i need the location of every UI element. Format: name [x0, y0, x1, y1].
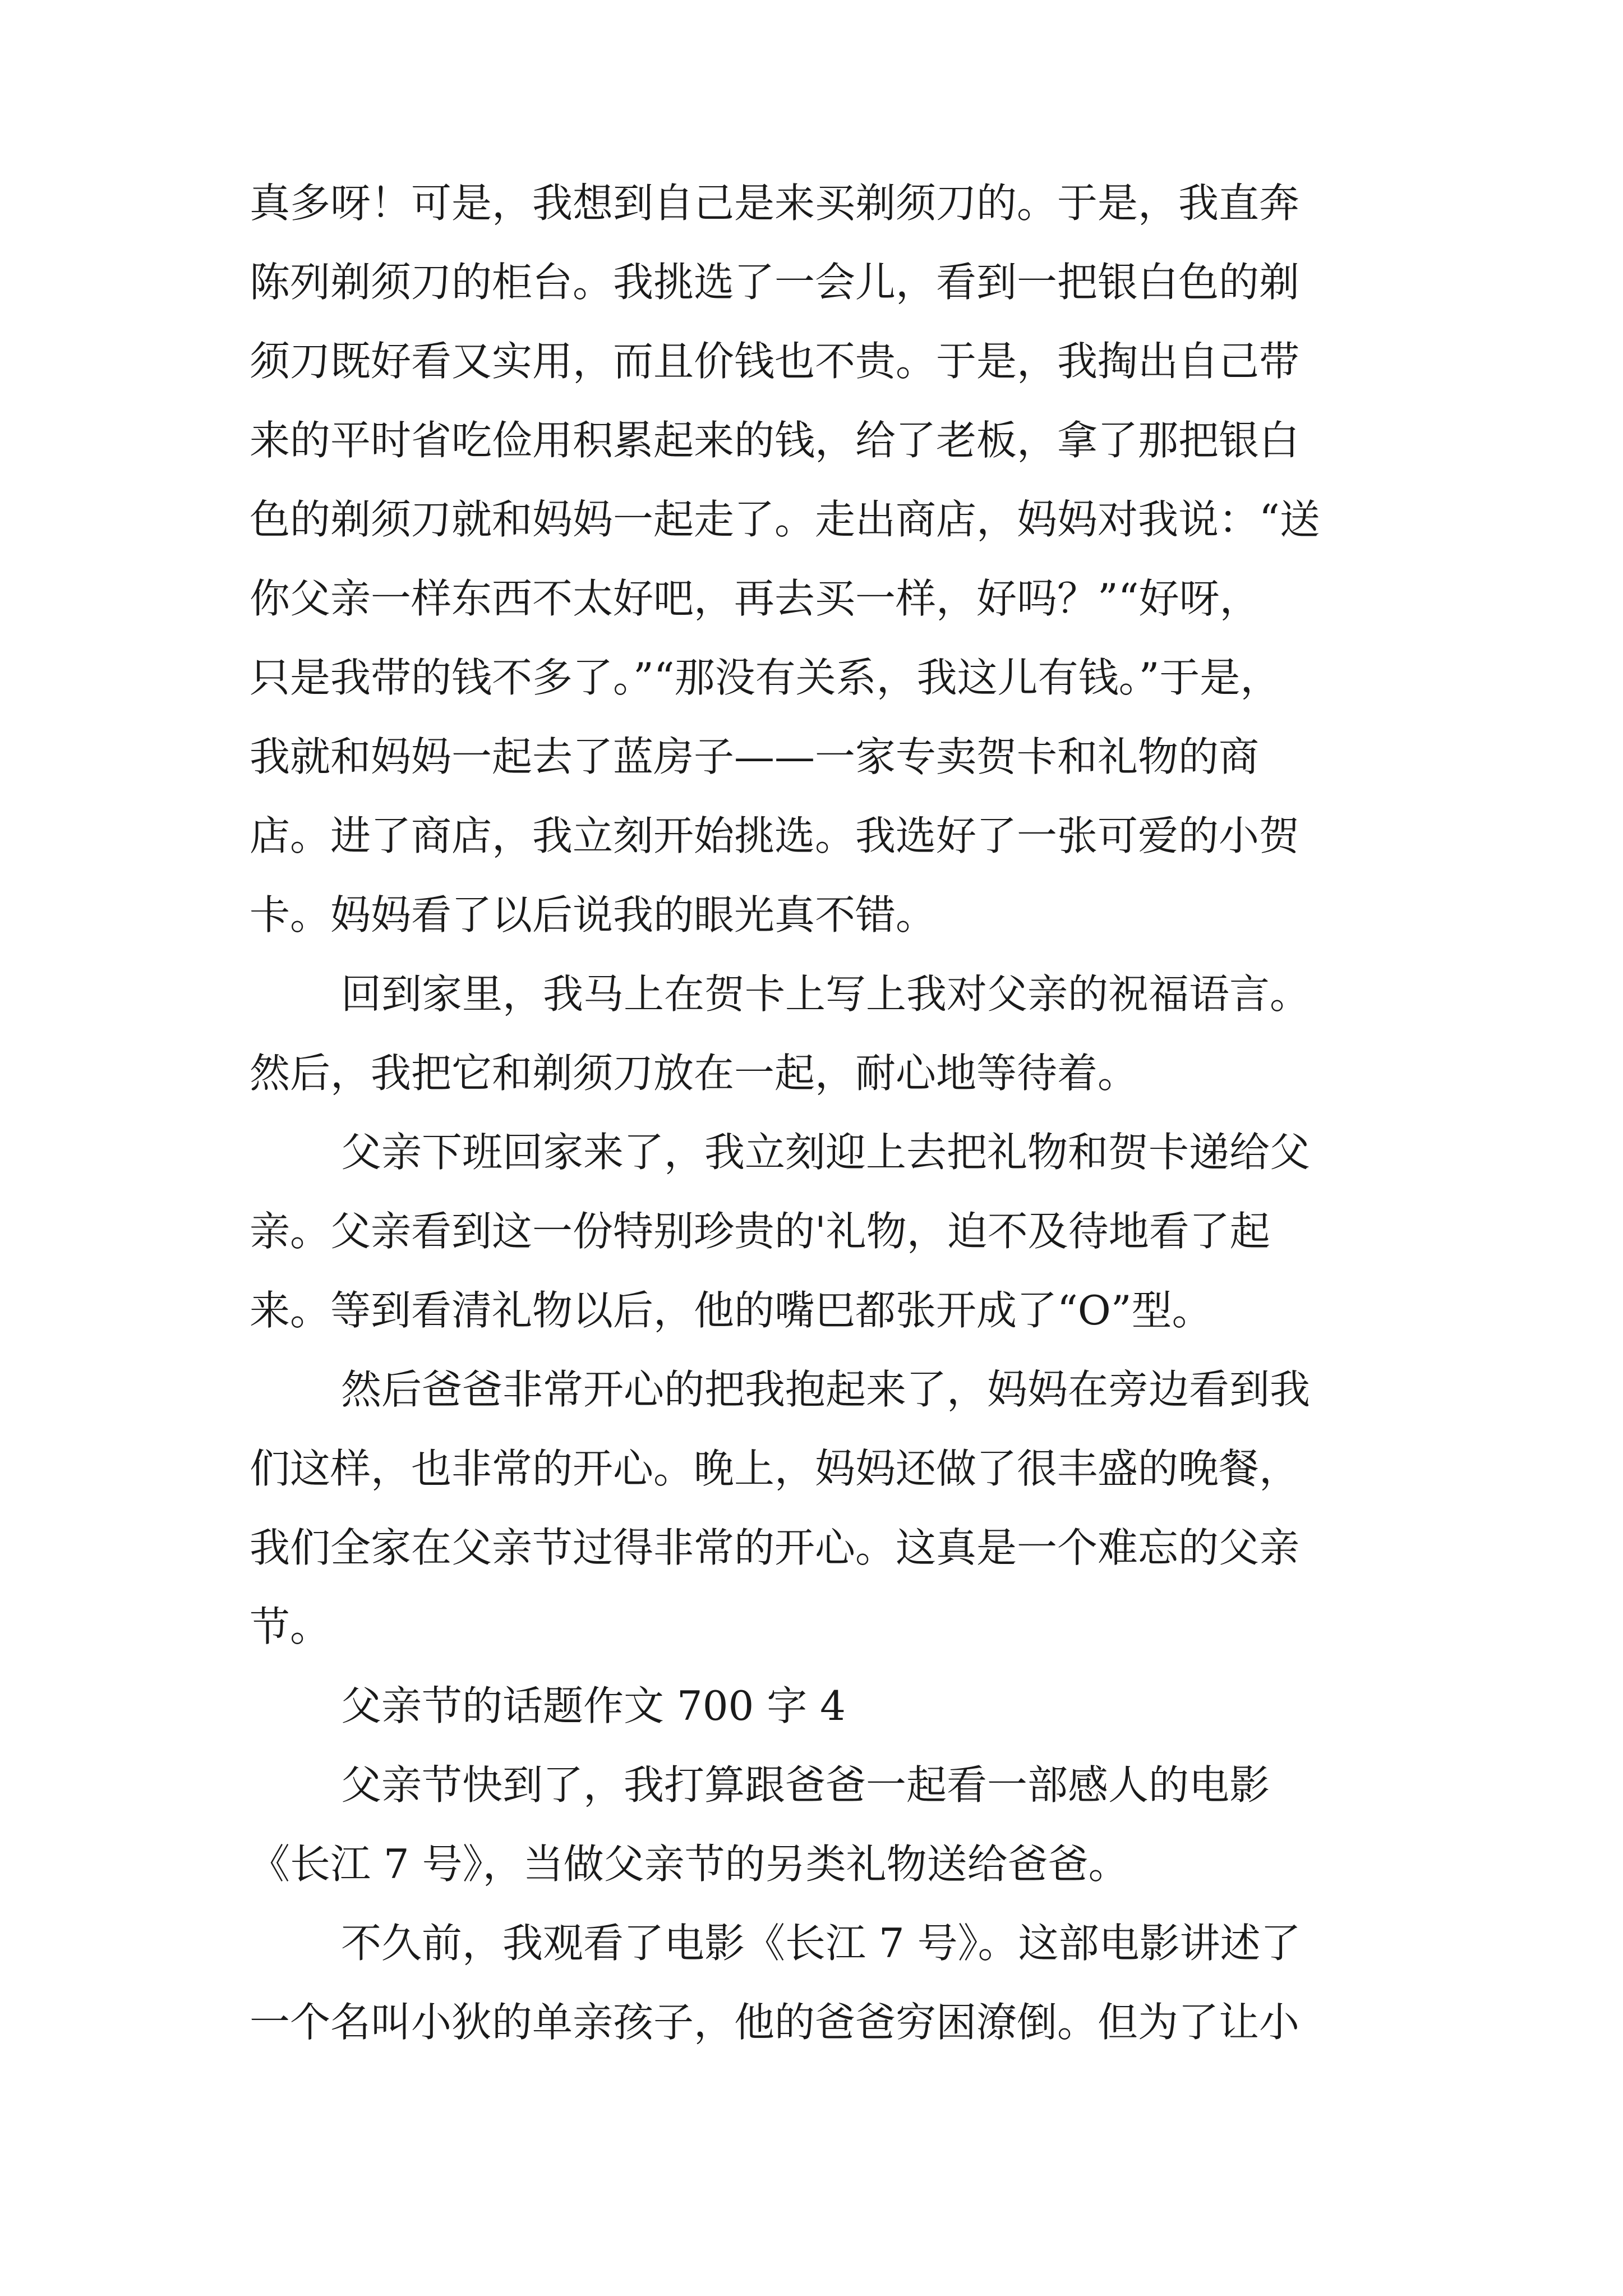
text-line: 真多呀！可是，我想到自己是来买剃须刀的。于是，我直奔 — [250, 180, 1300, 227]
text-line: 色的剃须刀就和妈妈一起走了。走出商店，妈妈对我说：“送 — [250, 496, 1320, 543]
text-line: 《长江 7 号》，当做父亲节的另类礼物送给爸爸。 — [250, 1841, 1129, 1888]
section-heading: 父亲节的话题作文 700 字 4 — [341, 1682, 846, 1729]
text-line: 父亲节快到了，我打算跟爸爸一起看一部感人的电影 — [341, 1761, 1270, 1809]
text-line: 须刀既好看又实用，而且价钱也不贵。于是，我掏出自己带 — [250, 338, 1300, 385]
text-line: 来的平时省吃俭用积累起来的钱，给了老板，拿了那把银白 — [250, 417, 1300, 464]
text-line: 只是我带的钱不多了。”“那没有关系，我这儿有钱。”于是， — [250, 654, 1281, 701]
text-line: 卡。妈妈看了以后说我的眼光真不错。 — [250, 891, 937, 938]
text-line: 然后，我把它和剃须刀放在一起，耐心地等待着。 — [250, 1050, 1138, 1097]
text-line: 我们全家在父亲节过得非常的开心。这真是一个难忘的父亲 — [250, 1524, 1300, 1571]
text-line: 回到家里，我马上在贺卡上写上我对父亲的祝福语言。 — [341, 970, 1311, 1018]
text-line: 陈列剃须刀的柜台。我挑选了一会儿，看到一把银白色的剃 — [250, 259, 1300, 306]
text-line: 我就和妈妈一起去了蓝房子——一家专卖贺卡和礼物的商 — [250, 733, 1260, 780]
text-line: 然后爸爸非常开心的把我抱起来了，妈妈在旁边看到我 — [341, 1366, 1311, 1413]
text-line: 一个名叫小狄的单亲孩子，他的爸爸穷困潦倒。但为了让小 — [250, 1999, 1300, 2046]
text-line: 来。等到看清礼物以后，他的嘴巴都张开成了“O”型。 — [250, 1287, 1212, 1334]
text-line: 你父亲一样东西不太好吧，再去买一样，好吗？”“好呀， — [250, 575, 1260, 622]
text-line: 店。进了商店，我立刻开始挑选。我选好了一张可爱的小贺 — [250, 812, 1300, 859]
text-line: 不久前，我观看了电影《长江 7 号》。这部电影讲述了 — [341, 1920, 1301, 1967]
text-line: 们这样，也非常的开心。晚上，妈妈还做了很丰盛的晚餐， — [250, 1445, 1300, 1492]
text-line: 父亲下班回家来了，我立刻迎上去把礼物和贺卡递给父 — [341, 1129, 1311, 1176]
text-line: 亲。父亲看到这一份特别珍贵的'礼物，迫不及待地看了起 — [250, 1208, 1270, 1255]
text-line: 节。 — [250, 1603, 331, 1650]
